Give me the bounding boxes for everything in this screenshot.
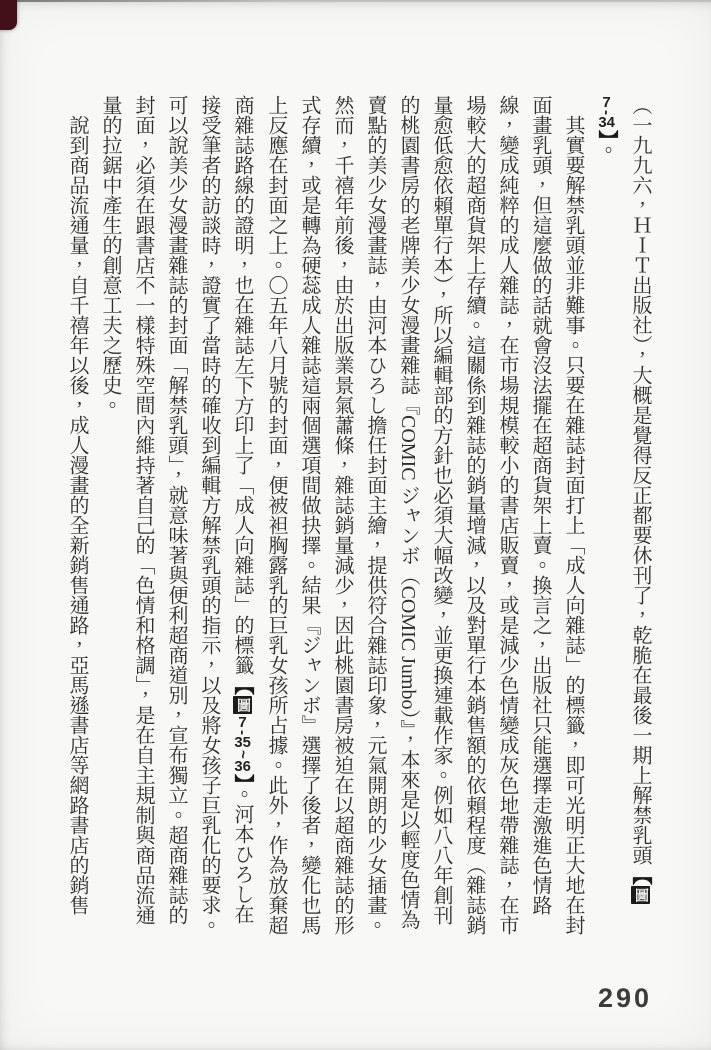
text-segment: （一九九六，ＨＩＴ出版社），大概是覺得反正都要休刊了，乾脆在最後一期上解禁乳頭 [629,95,651,865]
text-segment: - [598,110,615,115]
text-segment: 。河本ひろし在接受筆者的訪談時，證實了當時的確收到編輯方解禁乳頭的指示，以及將女孩子巨乳化的要求。可以說美少女漫畫雜誌的封面「解禁乳頭」，就意味著與便利超商道別，宣布獨立。超商雜誌的封面，必須在跟書店不一樣特殊空間內維持著自己的「色情和格調」，是在自主規制與商品流通量的拉鋸中產生的創意工夫之歷史。 [99,95,253,935]
text-segment: ~ [234,750,251,759]
text-segment: 36 [234,758,251,774]
paragraph [589,95,657,935]
figure-ref-box: 圖 [235,698,250,712]
text-segment: 其實要解禁乳頭並非難事。只要在雜誌封面打上「成人向雜誌」的標籤，即可光明正大地在封面畫乳頭，但這麼做的話就會沒法擺在超商貨架上賣。換言之，出版社只能選擇走激進色情路線，變成純粹的成人雜誌，在市場規模較小的書店販賣，或是減少色情變成灰色地帶雜誌，在市場較大的超商貨架上存續。這關係到雜誌的銷量增減，以及對單行本銷售額的依賴程度（雜誌銷量愈低愈依賴單行本），所以編輯部的方針也必須大幅改變，並更換連載作家。例如八八年創刊的桃園書房的老牌美少女漫畫雜誌『COMIC ジャンボ（COMIC Jumbo）』，本來是以輕度色情為賣點的美少女漫畫誌，由河本ひろし擔任封面主繪，提供符合雜誌印象，元氣開朗的少女插畫。然而，千禧年前後，由於出版業景氣蕭條，雜誌銷量減少，因此桃園書房被迫在以超商雜誌的形式存續，或是轉為硬蕊成人雜誌這兩個選項間做抉擇。結果『ジャンボ』選擇了後者，變化也馬上反應在封面之上。〇五年八月號的封面，便被袒胸露乳的巨乳女孩所占據。此外，作為放棄超商雜誌路線的證明，也在雜誌左下方印上了「成人向雜誌」的標籤 [231,95,584,935]
text-segment: 35 [234,735,251,750]
paragraph [93,95,589,935]
text-segment: 【 [231,675,253,695]
scan-edge-artifact [0,0,711,2]
text-segment: 7 [238,715,247,730]
text-segment: 7 [602,95,611,110]
text-segment: - [234,730,251,735]
text-block [60,95,657,935]
text-segment: 34 [598,115,615,130]
text-segment: 【 [629,865,651,885]
text-segment: 說到商品流通量，自千禧年以後，成人漫畫的全新銷售通路，亞馬遜書店等網路書店的銷售 [66,115,88,915]
text-segment: 。 [595,140,617,160]
scan-corner-artifact [0,0,17,30]
paragraph [60,95,93,935]
figure-ref-box: 圖 [633,888,648,902]
page-number: 290 [598,983,653,1013]
text-segment: 】 [231,773,253,784]
text-segment: 】 [595,130,617,140]
